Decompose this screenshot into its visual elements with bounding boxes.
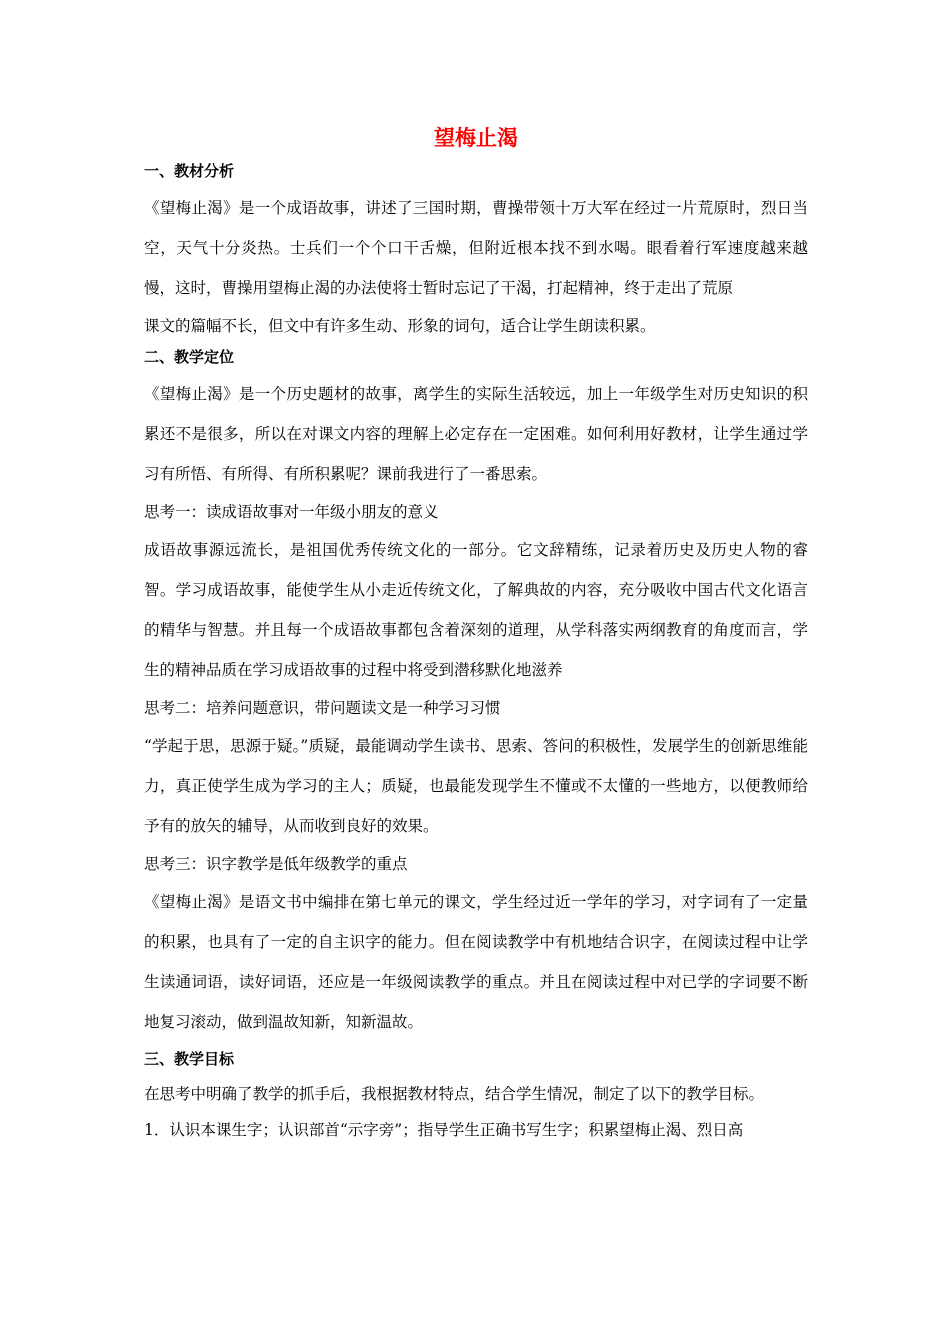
paragraph: “学起于思，思源于疑。”质疑，最能调动学生读书、思索、答问的积极性，发展学生的创新思维能力，真正使学生成为学习的主人；质疑，也最能发现学生不懂或不太懂的一些地方，以便教师给予有的放矢的辅导，从而收到良好的效果。 [144,737,808,835]
document-page [144,118,808,1148]
section-heading-objectives: 三、教学目标 [144,1050,235,1068]
paragraph: 《望梅止渴》是语文书中编排在第七单元的课文，学生经过近一学年的学习，对字词有了一定量的积累，也具有了一定的自主识字的能力。但在阅读教学中有机地结合识字，在阅读过程中让学生读通词语，读好词语，还应是一年级阅读教学的重点。并且在阅读过程中对已学的字词要不断地复习滚动，做到温故知新，知新温故。 [144,893,808,1031]
paragraph: 《望梅止渴》是一个成语故事，讲述了三国时期，曹操带领十万大军在经过一片荒原时，烈日当空，天气十分炎热。士兵们一个个口干舌燥，但附近根本找不到水喝。眼看着行军速度越来越慢，这时，曹操用望梅止渴的办法使将士暂时忘记了干渴，打起精神，终于走出了荒原 [144,199,808,297]
section-heading-positioning: 二、教学定位 [144,348,235,366]
subheading: 思考一：读成语故事对一年级小朋友的意义 [144,503,439,521]
paragraph: 成语故事源远流长，是祖国优秀传统文化的一部分。它文辞精练，记录着历史及历史人物的睿智。学习成语故事，能使学生从小走近传统文化，了解典故的内容，充分吸收中国古代文化语言的精华与智慧。并且每一个成语故事都包含着深刻的道理，从学科落实两纲教育的角度而言，学生的精神品质在学习成语故事的过程中将受到潜移默化地滋养 [144,541,808,679]
page-title: 望梅止渴 [434,126,518,150]
subheading: 思考三：识字教学是低年级教学的重点 [144,855,408,873]
paragraph: 在思考中明确了教学的抓手后，我根据教材特点，结合学生情况，制定了以下的教学目标。 [144,1085,765,1103]
list-item: 1．认识本课生字；认识部首“示字旁”；指导学生正确书写生字；积累望梅止渴、烈日高 [144,1121,744,1139]
section-heading-analysis: 一、教材分析 [144,162,235,180]
subheading: 思考二：培养问题意识，带问题读文是一种学习习惯 [144,699,501,717]
paragraph: 《望梅止渴》是一个历史题材的故事，离学生的实际生活较远，加上一年级学生对历史知识的积累还不是很多，所以在对课文内容的理解上必定存在一定困难。如何利用好教材，让学生通过学习有所悟、有所得、有所积累呢？课前我进行了一番思索。 [144,385,808,483]
paragraph: 课文的篇幅不长，但文中有许多生动、形象的词句，适合让学生朗读积累。 [144,317,656,335]
